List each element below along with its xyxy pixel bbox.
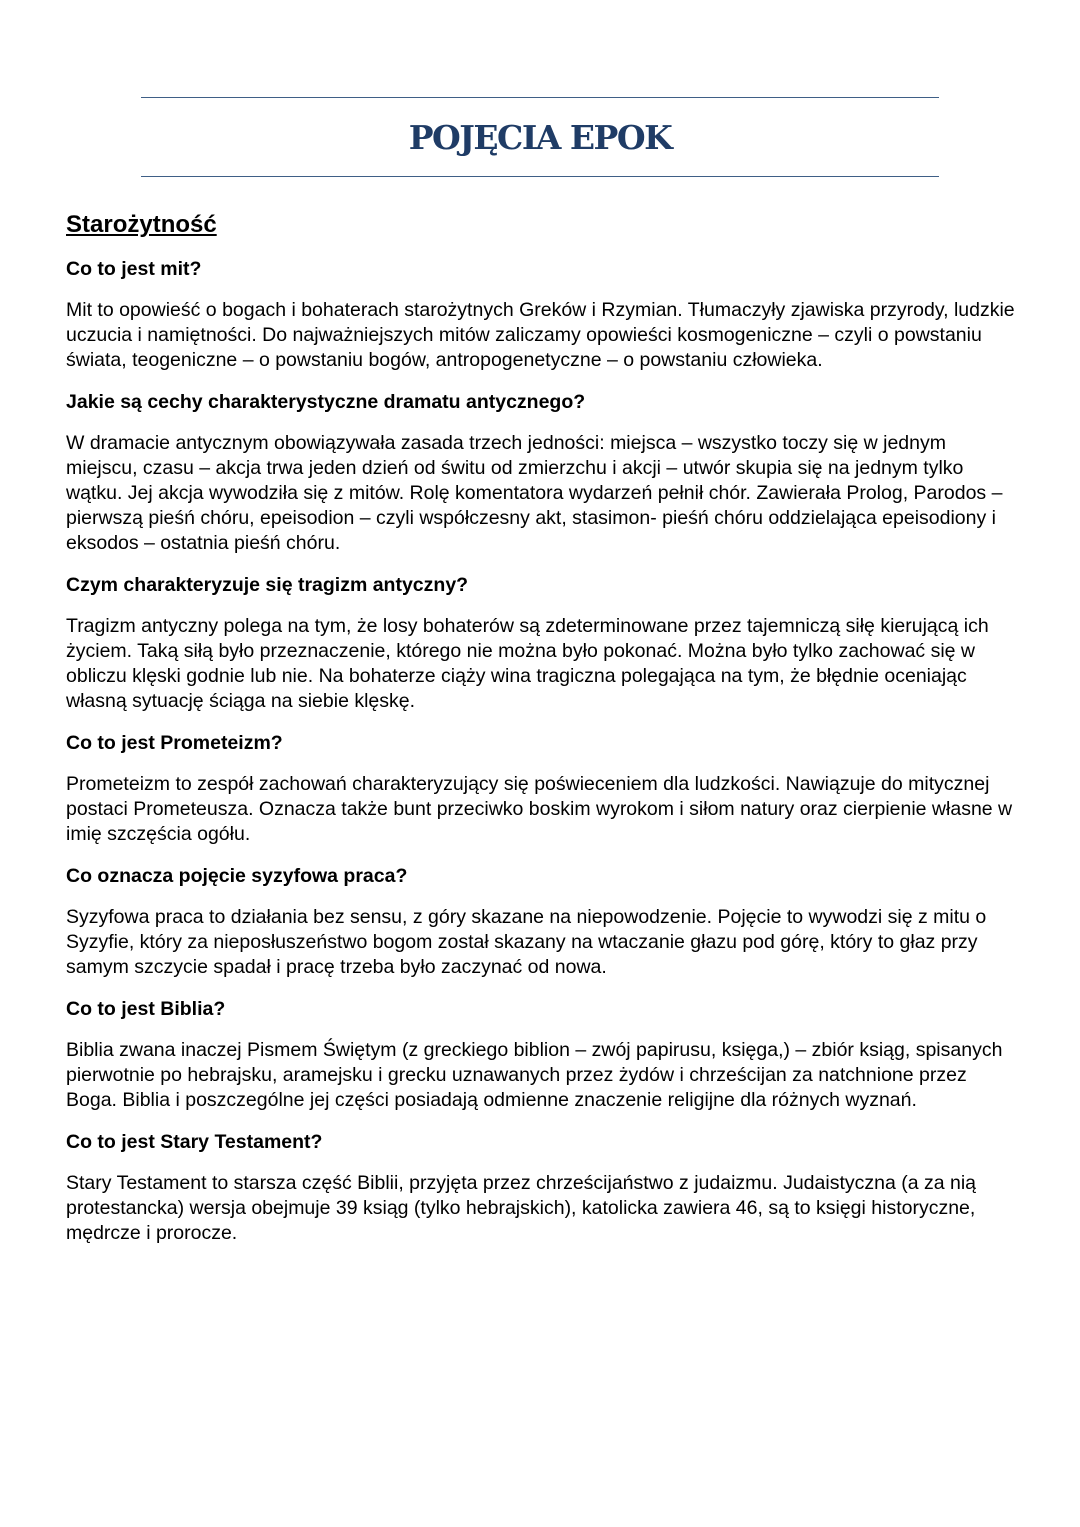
question-heading: Co oznacza pojęcie syzyfowa praca?	[66, 865, 408, 887]
header-rule-bottom	[141, 176, 939, 177]
answer-paragraph: W dramacie antycznym obowiązywała zasada trzech jedności: miejsca – wszystko toczy się w jednym miejscu, czasu – akcja trwa jeden dzień od świtu od zmierzchu i akcji – utwór skupia się na jednym tylko wątku. Jej akcja wywodziła się z mitów. Rolę komentatora wydarzeń pełnił chór. Zawierała Prolog, Parodos – pierwszą pieśń chóru, epeisodion – czyli współczesny akt, stasimon- pieśń chóru oddzielająca epeisodiony i eksodos – ostatnia pieśń chóru.	[66, 432, 1003, 554]
header-rule-top	[141, 97, 939, 98]
page-title: POJĘCIA EPOK	[408, 118, 672, 157]
question-heading: Czym charakteryzuje się tragizm antyczny?	[66, 574, 469, 596]
answer-paragraph: Mit to opowieść o bogach i bohaterach starożytnych Greków i Rzymian. Tłumaczyły zjawiska przyrody, ludzkie uczucia i namiętności. Do najważniejszych mitów zaliczamy opowieści kosmogeniczne – czyli o powstaniu świata, teogeniczne – o powstaniu bogów, antropogenetyczne – o powstaniu człowieka.	[66, 299, 1015, 371]
question-heading: Co to jest Stary Testament?	[66, 1131, 323, 1153]
answer-paragraph: Tragizm antyczny polega na tym, że losy bohaterów są zdeterminowane przez tajemniczą siłę kierującą ich życiem. Taką siłą było przeznaczenie, którego nie można było pokonać. Można było tylko zachować się w obliczu klęski godnie lub nie. Na bohaterze ciąży wina tragiczna polegająca na tym, że błędnie oceniając własną sytuację ściąga na siebie klęskę.	[66, 615, 989, 712]
question-heading: Co to jest Prometeizm?	[66, 732, 283, 754]
answer-paragraph: Stary Testament to starsza część Biblii, przyjęta przez chrześcijaństwo z judaizmu. Judaistyczna (a za nią protestancka) wersja obejmuje 39 ksiąg (tylko hebrajskich), katolicka zawiera 46, są to księgi historyczne, mędrcze i prorocze.	[66, 1172, 977, 1244]
answer-paragraph: Biblia zwana inaczej Pismem Świętym (z greckiego biblion – zwój papirusu, księga,) – zbiór ksiąg, spisanych pierwotnie po hebrajsku, aramejsku i grecku uznawanych przez żydów i chrześcijan za natchnione przez Boga. Biblia i poszczególne jej części posiadają odmienne znaczenie religijne dla różnych wyznań.	[66, 1039, 1003, 1111]
answer-paragraph: Syzyfowa praca to działania bez sensu, z góry skazane na niepowodzenie. Pojęcie to wywodzi się z mitu o Syzyfie, który za nieposłuszeństwo bogom został skazany na wtaczanie głazu pod górę, który to głaz przy samym szczycie spadał i pracę trzeba było zaczynać od nowa.	[66, 906, 987, 978]
answer-paragraph: Prometeizm to zespół zachowań charakteryzujący się poświeceniem dla ludzkości. Nawiązuje do mitycznej postaci Prometeusza. Oznacza także bunt przeciwko boskim wyrokom i siłom natury oraz cierpienie własne w imię szczęścia ogółu.	[66, 773, 1013, 845]
question-heading: Co to jest Biblia?	[66, 998, 226, 1020]
question-heading: Jakie są cechy charakterystyczne dramatu antycznego?	[66, 391, 586, 413]
question-heading: Co to jest mit?	[66, 258, 202, 280]
section-title: Starożytność	[66, 211, 217, 238]
document-body	[66, 208, 1016, 1262]
